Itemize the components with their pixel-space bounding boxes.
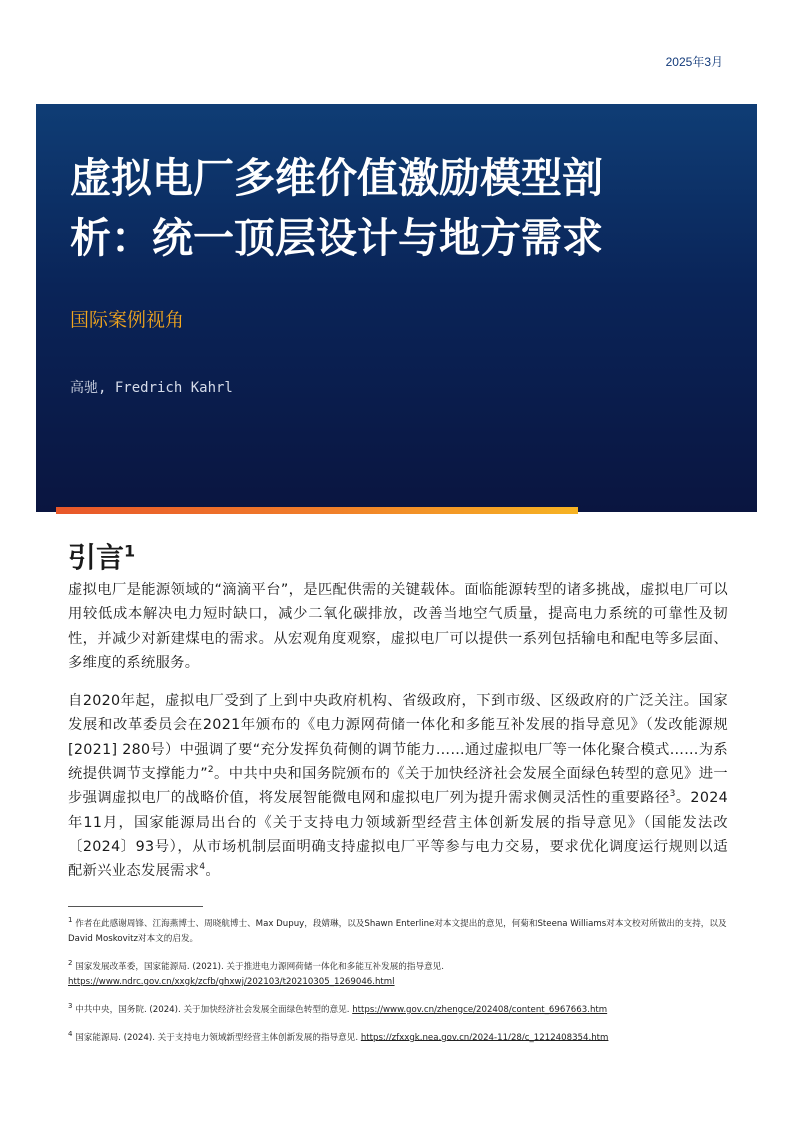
footnote-number: 4 [68, 1029, 73, 1038]
footnote-ref-4[interactable]: 4 [199, 862, 206, 873]
document-title [70, 148, 730, 268]
title-line-2: 析：统一顶层设计与地方需求 [70, 214, 603, 262]
document-subtitle: 国际案例视角 [70, 309, 185, 331]
footnotes [68, 913, 732, 1054]
footnote-ref-1[interactable]: 1 [124, 541, 136, 561]
title-banner [36, 104, 757, 512]
paragraph-1: 虚拟电厂是能源领域的“滴滴平台”，是匹配供需的关键载体。面临能源转型的诸多挑战，虚拟电厂可以用较低成本解决电力短时缺口，减少二氧化碳排放，改善当地空气质量，提高电力系统的可靠性及韧性，并减少对新建煤电的需求。从宏观角度观察，虚拟电厂可以提供一系列包括输电和配电等多层面、多维度的系统服务。 [68, 582, 728, 671]
footnote-text: 国家发展改革委，国家能源局. (2021). 关于推进电力源网荷储一体化和多能互补发展的指导意见. [75, 961, 445, 972]
accent-bar [56, 507, 578, 514]
authors: 高驰, Fredrich Kahrl [70, 380, 233, 396]
footnote-link[interactable]: https://www.gov.cn/zhengce/202408/content_6967663.htm [352, 1004, 608, 1015]
footnote-ref-2[interactable]: 2 [207, 765, 214, 776]
publication-date: 2025年3月 [665, 55, 723, 69]
paragraph-2 [68, 689, 728, 883]
footnote-number: 1 [68, 916, 73, 924]
footnote-number: 2 [68, 958, 73, 967]
section-heading [68, 536, 135, 576]
footnote-number: 3 [68, 1001, 73, 1010]
paragraph-2-part-a: 自2020年起，虚拟电厂受到了上到中央政府机构、省级政府，下到市级、区级政府的广泛关注。国家发展和改革委员会在2021年颁布的《电力源网荷储一体化和多能互补发展的指导意见》（发改能源规[2021] 280号）中强调了要“充分发挥负荷侧的调节能力……通过虚拟电厂等一体化聚合模式……为系统提供调节支撑能力” [68, 693, 728, 783]
footnote-text: 中共中央，国务院. (2024). 关于加快经济社会发展全面绿色转型的意见. [75, 1004, 350, 1015]
footnote-divider [68, 906, 203, 907]
title-line-1: 虚拟电厂多维价值激励模型剖 [70, 154, 603, 202]
footnote-link[interactable]: https://www.ndrc.gov.cn/xxgk/zcfb/ghxwj/202103/t20210305_1269046.html [68, 976, 395, 987]
footnote-1 [68, 913, 732, 947]
body-text [68, 578, 728, 898]
footnote-ref-3[interactable]: 3 [669, 789, 676, 800]
paragraph-2-part-d: 。 [205, 863, 221, 880]
footnote-4 [68, 1027, 732, 1046]
footnote-2 [68, 956, 732, 990]
footnote-3 [68, 999, 732, 1018]
footnote-text: 国家能源局. (2024). 关于支持电力领域新型经营主体创新发展的指导意见. [75, 1032, 359, 1043]
section-heading-text: 引言 [68, 541, 125, 574]
paragraph-2-part-b: 。中共中央和国务院颁布的《关于加快经济社会发展全面绿色转型的意见》进一步强调虚拟电厂的战略价值，将发展智能微电网和虚拟电厂列为提升需求侧灵活性的重要路径 [68, 766, 729, 807]
paragraph-2-part-c: 。2024年11月，国家能源局出台的《关于支持电力领域新型经营主体创新发展的指导意见》（国能发法改〔2024〕93号），从市场机制层面明确支持虚拟电厂平等参与电力交易，要求优化调度运行规则以适配新兴业态发展需求 [68, 790, 729, 880]
footnote-text: 作者在此感谢周锋、江海燕博士、周晓航博士、Max Dupuy，段婧琳，以及Shawn Enterline对本文提出的意见，何菊和Steena Williams对本文校对所做出的支持，以及David Moskovitz对本文的启发。 [68, 918, 727, 944]
footnote-link[interactable]: https://zfxxgk.nea.gov.cn/2024-11/28/c_1212408354.htm [360, 1032, 609, 1043]
